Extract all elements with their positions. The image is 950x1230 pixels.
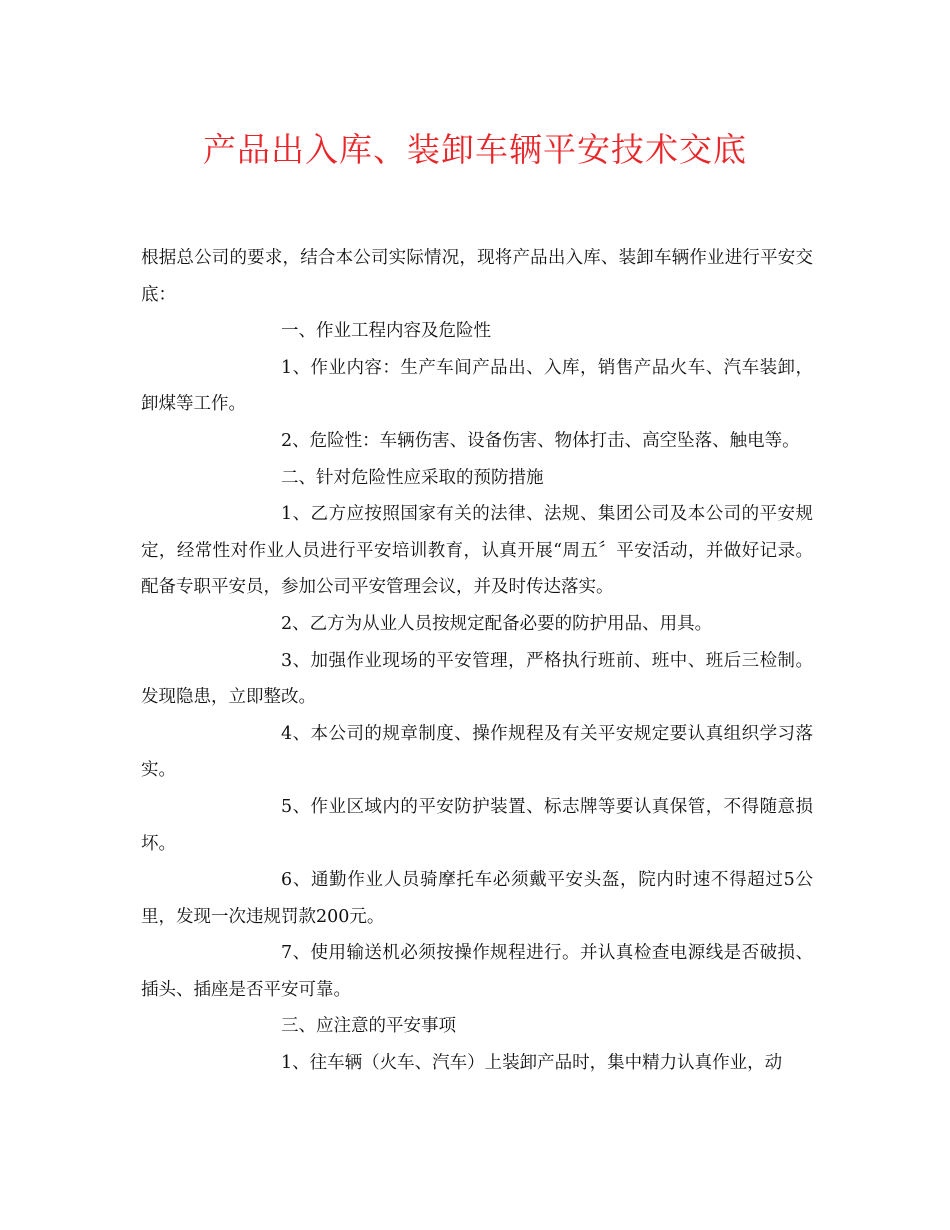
document-body: [141, 240, 813, 1082]
document-title: 产品出入库、装卸车辆平安技术交底: [203, 130, 747, 169]
paragraph: 三、应注意的平安事项: [281, 1016, 456, 1037]
paragraph: 一、作业工程内容及危险性: [281, 321, 491, 342]
paragraph: 3、加强作业现场的平安管理，严格执行班前、班中、班后三检制。发现隐患，立即整改。: [141, 650, 813, 708]
paragraph: 2、乙方为从业人员按规定配备必要的防护用品、用具。: [281, 613, 713, 634]
paragraph: 1、往车辆（火车、汽车）上装卸产品时，集中精力认真作业，动: [281, 1053, 783, 1074]
paragraph: 5、作业区域内的平安防护装置、标志牌等要认真保管，不得随意损坏。: [141, 796, 813, 854]
paragraph: 7、使用输送机必须按操作规程进行。并认真检查电源线是否破损、插头、插座是否平安可靠。: [141, 943, 813, 1000]
paragraph: 1、乙方应按照国家有关的法律、法规、集团公司及本公司的平安规定，经常性对作业人员进行平安培训教育，认真开展“周五〞平安活动，并做好记录。配备专职平安员，参加公司平安管理会议，并及时传达落实。: [141, 504, 813, 598]
paragraph: 二、针对危险性应采取的预防措施: [281, 467, 544, 488]
paragraph: 6、通勤作业人员骑摩托车必须戴平安头盔，院内时速不得超过5公里，发现一次违规罚款200元。: [141, 870, 813, 927]
paragraph: 4、本公司的规章制度、操作规程及有关平安规定要认真组织学习落实。: [141, 723, 813, 781]
paragraph: 根据总公司的要求，结合本公司实际情况，现将产品出入库、装卸车辆作业进行平安交底：: [141, 248, 813, 305]
paragraph: 1、作业内容：生产车间产品出、入库，销售产品火车、汽车装卸，卸煤等工作。: [141, 357, 813, 415]
paragraph: 2、危险性：车辆伤害、设备伤害、物体打击、高空坠落、触电等。: [281, 430, 800, 451]
